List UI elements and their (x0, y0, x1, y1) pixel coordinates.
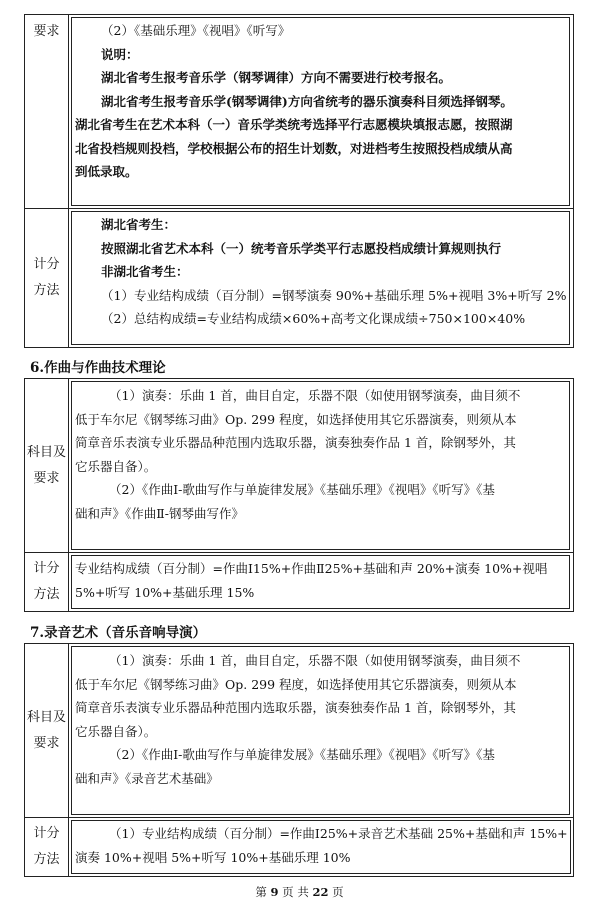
section-6-title: 6.作曲与作曲技术理论 (30, 360, 166, 376)
page-number: 9 (270, 885, 279, 899)
page-total: 22 (312, 885, 329, 899)
requirements-label: 要求 (25, 15, 69, 208)
score-line-2: 演奏 10%+视唱 5%+听写 10%+基础乐理 10% (75, 849, 351, 865)
score-line-1: 湖北省考生： (101, 217, 177, 232)
score-line-1: （1）专业结构成绩（百分制）=作曲Ⅰ25%+录音艺术基础 25%+基础和声 15%+ (109, 826, 568, 841)
score-line-2: 按照湖北省艺术本科（一）统考音乐学类平行志愿投档成绩计算规则执行 (101, 240, 502, 256)
scoring-label: 计分 方法 (25, 553, 69, 611)
subjects-row (25, 379, 573, 553)
score-line-1: 专业结构成绩（百分制）=作曲Ⅰ15%+作曲Ⅱ25%+基础和声 20%+演奏 10%+视唱 (75, 561, 548, 576)
score-line-5: （2）总结构成绩=专业结构成绩×60%+高考文化课成绩÷750×100×40% (101, 311, 526, 326)
scoring-row (25, 553, 573, 611)
table-music-tuning (24, 14, 574, 348)
scoring-content (71, 211, 570, 345)
table-recording-arts (24, 643, 574, 877)
req-line-3: 湖北省考生报考音乐学（钢琴调律）方向不需要进行校考报名。 (101, 70, 452, 85)
score-line-4: （1）专业结构成绩（百分制）=钢琴演奏 90%+基础乐理 5%+视唱 3%+听写 2% (101, 287, 567, 303)
subj-line-6: 础和声》《录音艺术基础》 (75, 770, 219, 786)
scoring-content (71, 820, 571, 874)
score-line-2: 5%+听写 10%+基础乐理 15% (75, 584, 255, 600)
subj-line-5: （2）《作曲Ⅰ-歌曲写作与单旋律发展》《基础乐理》《视唱》《听写》《基 (109, 482, 495, 497)
scoring-label: 计分 方法 (25, 818, 69, 876)
subj-line-3: 简章音乐表演专业乐器品种范围内选取乐器，演奏独奏作品 1 首，除钢琴外，其 (75, 435, 516, 450)
req-line-5: 湖北省考生在艺术本科（一）音乐学类统考选择平行志愿模块填报志愿，按照湖 (75, 117, 513, 132)
req-line-2: 说明： (101, 46, 139, 62)
table-composition (24, 378, 574, 612)
subj-line-5: （2）《作曲Ⅰ-歌曲写作与单旋律发展》《基础乐理》《视唱》《听写》《基 (109, 747, 495, 762)
subj-line-4: 它乐器自备）。 (75, 458, 157, 474)
requirements-row (25, 15, 573, 209)
subj-line-2: 低于车尔尼《钢琴练习曲》Op. 299 程度，如选择使用其它乐器演奏，则须从本 (75, 676, 517, 692)
page-footer: 第 9 页 共 22 页 (255, 885, 344, 899)
subj-line-2: 低于车尔尼《钢琴练习曲》Op. 299 程度，如选择使用其它乐器演奏，则须从本 (75, 411, 517, 427)
subj-line-4: 它乐器自备）。 (75, 723, 157, 739)
scoring-label: 计分 方法 (25, 209, 69, 347)
subjects-content (71, 381, 570, 550)
score-line-3: 非湖北省考生： (101, 264, 189, 279)
req-line-6: 北省投档规则投档，学校根据公布的招生计划数，对进档考生按照投档成绩从高 (75, 140, 513, 156)
scoring-content (71, 555, 570, 609)
subjects-row (25, 644, 573, 818)
req-line-7: 到低录取。 (75, 164, 138, 179)
subjects-label: 科目及 要求 (25, 379, 69, 552)
req-line-1: （2）《基础乐理》《视唱》《听写》 (101, 23, 291, 38)
req-line-4: 湖北省考生报考音乐学(钢琴调律)方向省统考的器乐演奏科目须选择钢琴。 (101, 93, 513, 109)
subjects-content (71, 646, 570, 815)
scoring-row (25, 818, 573, 876)
subj-line-1: （1）演奏：乐曲 1 首，曲目自定，乐器不限（如使用钢琴演奏，曲目须不 (109, 388, 521, 403)
subj-line-1: （1）演奏：乐曲 1 首，曲目自定，乐器不限（如使用钢琴演奏，曲目须不 (109, 653, 521, 668)
section-7-title: 7.录音艺术（音乐音响导演） (30, 625, 207, 641)
scoring-row (25, 209, 573, 347)
subj-line-6: 础和声》《作曲Ⅱ-钢琴曲写作》 (75, 505, 244, 521)
subj-line-3: 简章音乐表演专业乐器品种范围内选取乐器，演奏独奏作品 1 首，除钢琴外，其 (75, 700, 516, 715)
subjects-label: 科目及 要求 (25, 644, 69, 817)
requirements-content (71, 17, 570, 206)
